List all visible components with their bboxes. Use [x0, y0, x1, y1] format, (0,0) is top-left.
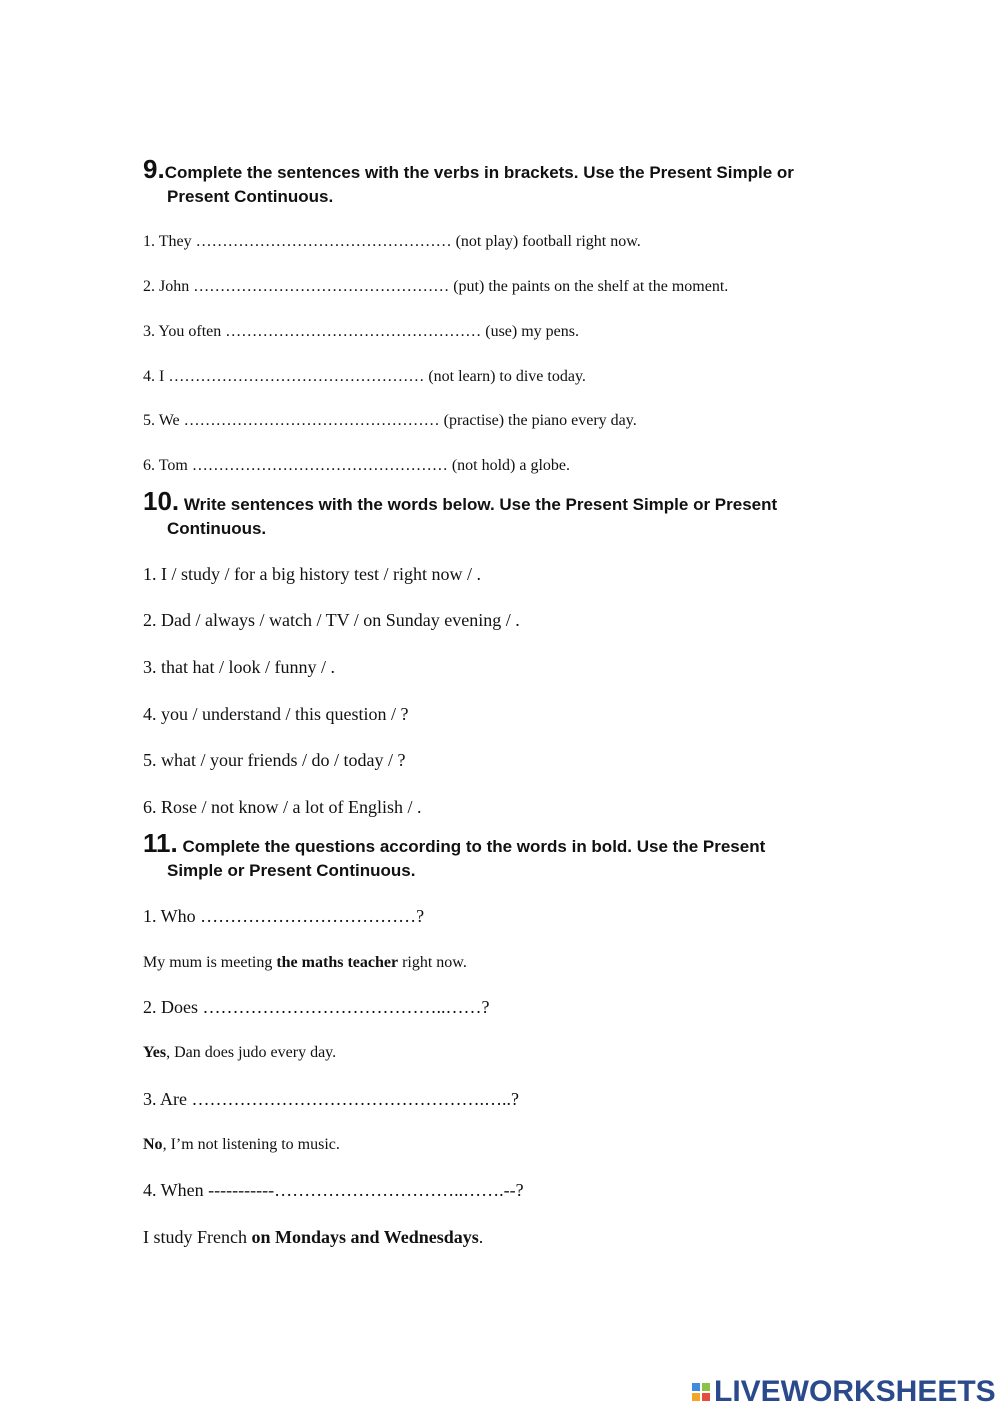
- liveworksheets-logo[interactable]: [692, 1375, 996, 1409]
- section-number: 9.: [143, 154, 165, 184]
- exercise-item: 6. Rose / not know / a lot of English / .: [143, 797, 422, 817]
- bold-keyword: No: [143, 1136, 163, 1153]
- section-10-heading: [143, 486, 843, 541]
- logo-square: [692, 1383, 700, 1391]
- exercise-item: 6. Tom ………………………………………… (not hold) a globe.: [143, 457, 571, 474]
- bold-keyword: on Mondays and Wednesdays: [251, 1227, 479, 1247]
- exercise-item: 5. We ………………………………………… (practise) the piano every day.: [143, 412, 637, 429]
- bold-keyword: Yes: [143, 1044, 167, 1061]
- instruction-line-2: Continuous.: [167, 519, 267, 538]
- question-item: 2. Does …………………………………..……?: [143, 997, 490, 1017]
- exercise-item: 5. what / your friends / do / today / ?: [143, 750, 406, 770]
- answer-text: , I’m not listening to music.: [162, 1136, 340, 1153]
- liveworksheets-icon: [692, 1383, 710, 1401]
- section-number: 10.: [143, 486, 180, 516]
- answer-line: [143, 1136, 340, 1154]
- answer-text: , Dan does judo every day.: [166, 1044, 337, 1061]
- answer-text: right now.: [398, 954, 467, 971]
- answer-text: .: [478, 1227, 484, 1247]
- instruction-line-2: Simple or Present Continuous.: [167, 861, 416, 880]
- question-item: 3. Are ………………………………………….…..?: [143, 1089, 519, 1109]
- answer-text: My mum is meeting: [143, 954, 277, 971]
- answer-line: [143, 1227, 483, 1248]
- logo-square: [702, 1393, 710, 1401]
- question-item: 1. Who ………………………………?: [143, 906, 425, 926]
- exercise-item: 1. They ………………………………………… (not play) football right now.: [143, 233, 641, 250]
- bold-keyword: the maths teacher: [276, 954, 399, 971]
- instruction-line-2: Present Continuous.: [167, 187, 334, 206]
- logo-square: [692, 1393, 700, 1401]
- instruction-line-1: Complete the questions according to the words in bold. Use the Present: [177, 837, 766, 856]
- exercise-item: 1. I / study / for a big history test / right now / .: [143, 564, 481, 584]
- exercise-item: 2. John ………………………………………… (put) the paints on the shelf at the moment.: [143, 278, 729, 295]
- section-11-heading: [143, 828, 843, 883]
- brand-name: LIVEWORKSHEETS: [714, 1375, 996, 1408]
- exercise-item: 3. You often ………………………………………… (use) my pens.: [143, 323, 579, 340]
- logo-square: [702, 1383, 710, 1391]
- question-item: 4. When -----------…………………………..…….--?: [143, 1180, 524, 1200]
- exercise-item: 4. you / understand / this question / ?: [143, 704, 409, 724]
- instruction-line-1: Write sentences with the words below. Use the Present Simple or Present: [179, 495, 778, 514]
- instruction-line-1: Complete the sentences with the verbs in brackets. Use the Present Simple or: [164, 163, 794, 182]
- exercise-item: 3. that hat / look / funny / .: [143, 657, 335, 677]
- exercise-item: 4. I ………………………………………… (not learn) to dive today.: [143, 368, 586, 385]
- answer-line: [143, 954, 467, 972]
- section-9-heading: [143, 154, 843, 209]
- answer-text: I study French: [143, 1227, 252, 1247]
- exercise-item: 2. Dad / always / watch / TV / on Sunday evening / .: [143, 610, 520, 630]
- answer-line: [143, 1044, 336, 1062]
- section-number: 11.: [143, 828, 178, 858]
